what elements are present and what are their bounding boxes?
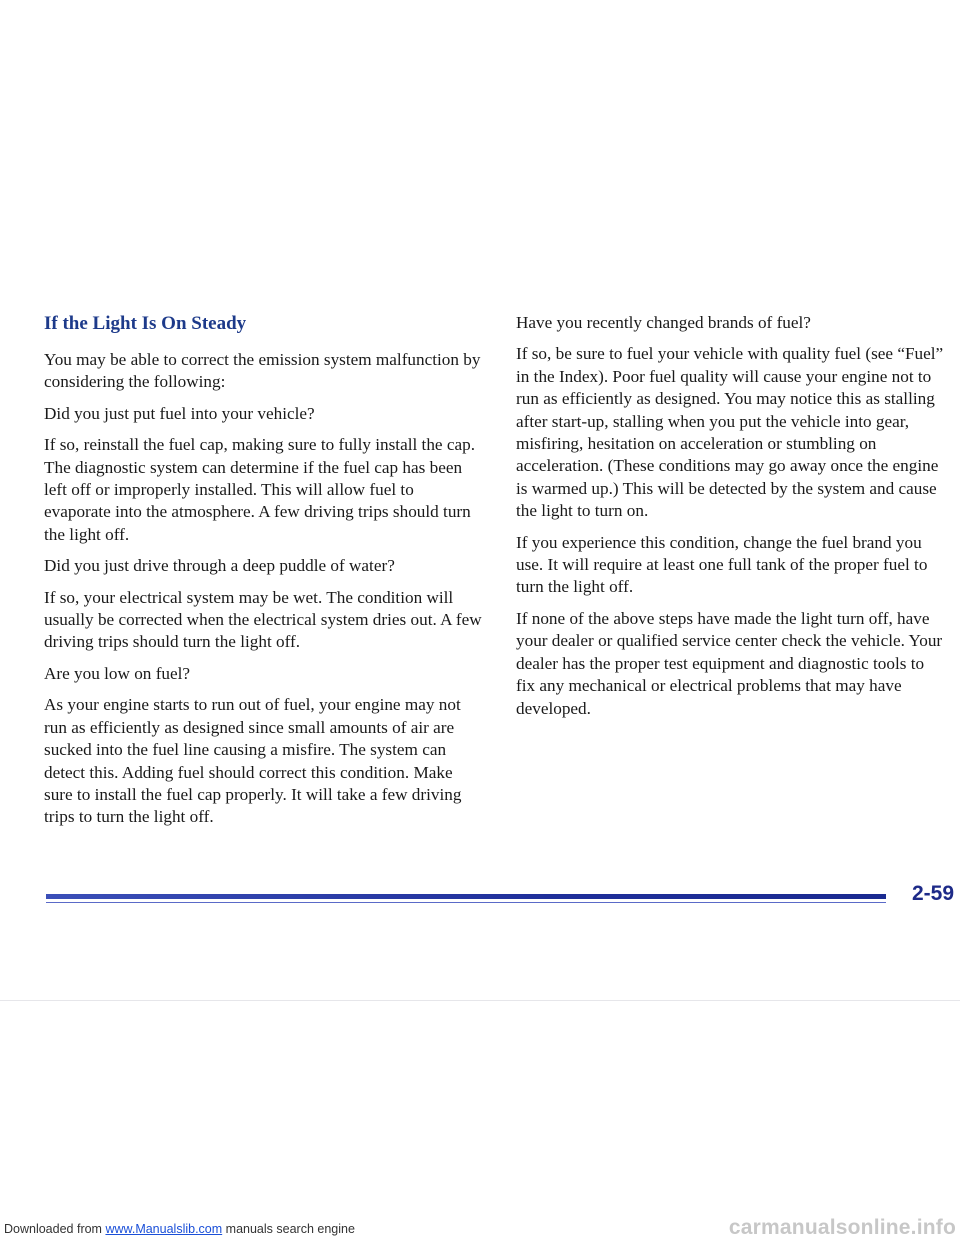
page-number: 2-59 xyxy=(911,882,954,905)
left-column xyxy=(44,306,484,838)
section-heading: If the Light Is On Steady xyxy=(44,313,247,334)
paragraph: Are you low on fuel? xyxy=(44,663,191,683)
paragraph: Have you recently changed brands of fuel? xyxy=(516,313,811,332)
watermark: carmanualsonline.info xyxy=(728,1216,956,1239)
paragraph: You may be able to correct the emission system malfunction by considering the following: xyxy=(44,350,481,392)
paragraph: Did you just put fuel into your vehicle? xyxy=(44,403,315,423)
manualslib-link[interactable]: www.Manualslib.com xyxy=(105,1222,223,1236)
paragraph: If so, be sure to fuel your vehicle with quality fuel (see “Fuel” in the Index). Poor fuel quality will cause your engine not to run as efficiently as designed. You may notice this as stalling after start-up, stalling when you put the vehicle into gear, misfiring, hesitation on acceleration or stumbling on acceleration. (These conditions may go away once the engine is warmed up.) This will be detected by the system and cause the light to turn on. xyxy=(516,344,944,521)
paragraph: If so, your electrical system may be wet. The condition will usually be corrected when the electrical system dries out. A few driving trips should turn the light off. xyxy=(44,587,482,652)
rule-thin xyxy=(46,902,886,903)
paragraph: Did you just drive through a deep puddle of water? xyxy=(44,556,395,576)
paragraph: If you experience this condition, change the fuel brand you use. It will require at least one full tank of the proper fuel to turn the light off. xyxy=(516,532,928,597)
footer-divider xyxy=(0,1000,960,1001)
footer-suffix: manuals search engine xyxy=(225,1222,355,1236)
right-column xyxy=(516,306,946,729)
paragraph: If so, reinstall the fuel cap, making sure to fully install the cap. The diagnostic system can determine if the fuel cap has been left off or improperly installed. This will allow fuel to evaporate into the atmosphere. A few driving trips should turn the light off. xyxy=(44,435,475,544)
paragraph: As your engine starts to run out of fuel, your engine may not run as efficiently as designed since small amounts of air are sucked into the fuel line causing a misfire. The system can detect this. Adding fuel should correct this condition. Make sure to install the fuel cap properly. It will take a few driving trips to turn the light off. xyxy=(44,695,462,827)
download-footer xyxy=(4,1222,355,1236)
footer-prefix: Downloaded from xyxy=(4,1222,102,1236)
rule-thick xyxy=(46,894,886,899)
paragraph: If none of the above steps have made the light turn off, have your dealer or qualified service center check the vehicle. Your dealer has the proper test equipment and diagnostic tools to fix any mechanical or electrical problems that may have developed. xyxy=(516,608,943,718)
page-rule xyxy=(0,887,960,917)
